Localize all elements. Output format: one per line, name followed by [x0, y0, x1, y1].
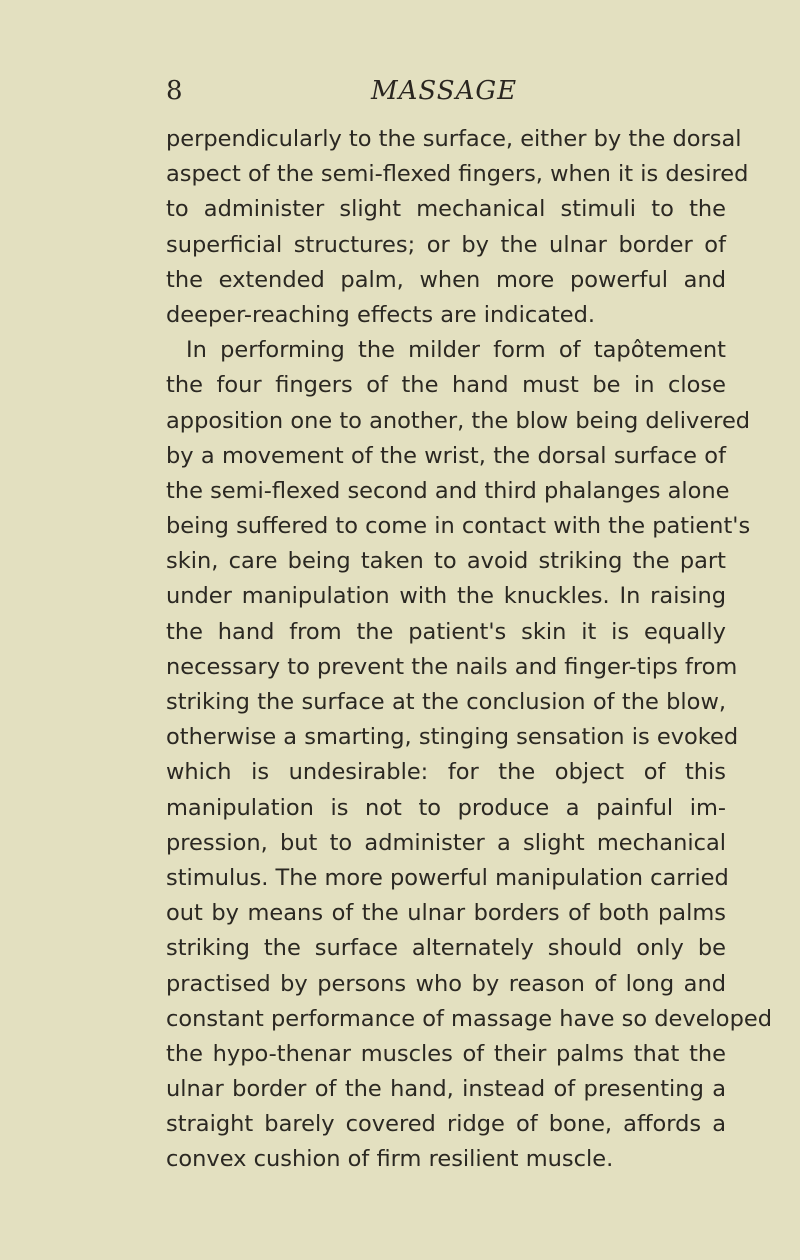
text-line: ulnar border of the hand, instead of presenting a [166, 1076, 726, 1103]
text-line: aspect of the semi-flexed fingers, when it is desired [166, 161, 749, 188]
text-line: constant performance of massage have so developed [166, 1005, 772, 1032]
running-head [166, 76, 726, 116]
text-line: the hypo-thenar muscles of their palms that the [166, 1040, 726, 1067]
text-line: perpendicularly to the surface, either by the dorsal [166, 126, 742, 152]
text-line: striking the surface at the conclusion of the blow, [166, 689, 726, 715]
text-line: stimulus. The more powerful manipulation carried [166, 864, 729, 891]
text-line: pression, but to administer a slight mechanical [166, 829, 726, 856]
text-line: deeper-reaching effects are indicated. [166, 301, 596, 328]
text-line: the semi-flexed second and third phalanges alone [166, 477, 730, 504]
running-title: MASSAGE [371, 76, 518, 106]
text-line: necessary to prevent the nails and finger-tips from [166, 653, 738, 680]
text-line: out by means of the ulnar borders of both palms [166, 900, 726, 927]
page-number: 8 [166, 76, 183, 106]
text-line: the four fingers of the hand must be in close [166, 372, 726, 399]
text-line: which is undesirable: for the object of this [166, 759, 726, 786]
text-line: otherwise a smarting, stinging sensation is evoked [166, 724, 739, 751]
body-text [166, 122, 772, 1178]
text-line: by a movement of the wrist, the dorsal surface of [166, 442, 726, 469]
text-line: manipulation is not to produce a painful im- [166, 794, 726, 821]
text-line: to administer slight mechanical stimuli to the [166, 196, 726, 223]
text-line: apposition one to another, the blow being delivered [166, 407, 751, 434]
text-line: straight barely covered ridge of bone, affords a [166, 1111, 726, 1138]
text-line: convex cushion of firm resilient muscle. [166, 1146, 614, 1173]
text-line: skin, care being taken to avoid striking the part [166, 548, 726, 575]
text-line: under manipulation with the knuckles. In raising [166, 583, 726, 610]
text-line: In performing the milder form of tapôtement [186, 337, 726, 364]
text-line: striking the surface alternately should only be [166, 935, 726, 962]
text-line: the extended palm, when more powerful and [166, 266, 726, 293]
text-line: superficial structures; or by the ulnar border of [166, 231, 726, 258]
text-line: the hand from the patient's skin it is equally [166, 618, 726, 645]
text-line: practised by persons who by reason of long and [166, 970, 726, 997]
text-line: being suffered to come in contact with the patient's [166, 513, 751, 540]
